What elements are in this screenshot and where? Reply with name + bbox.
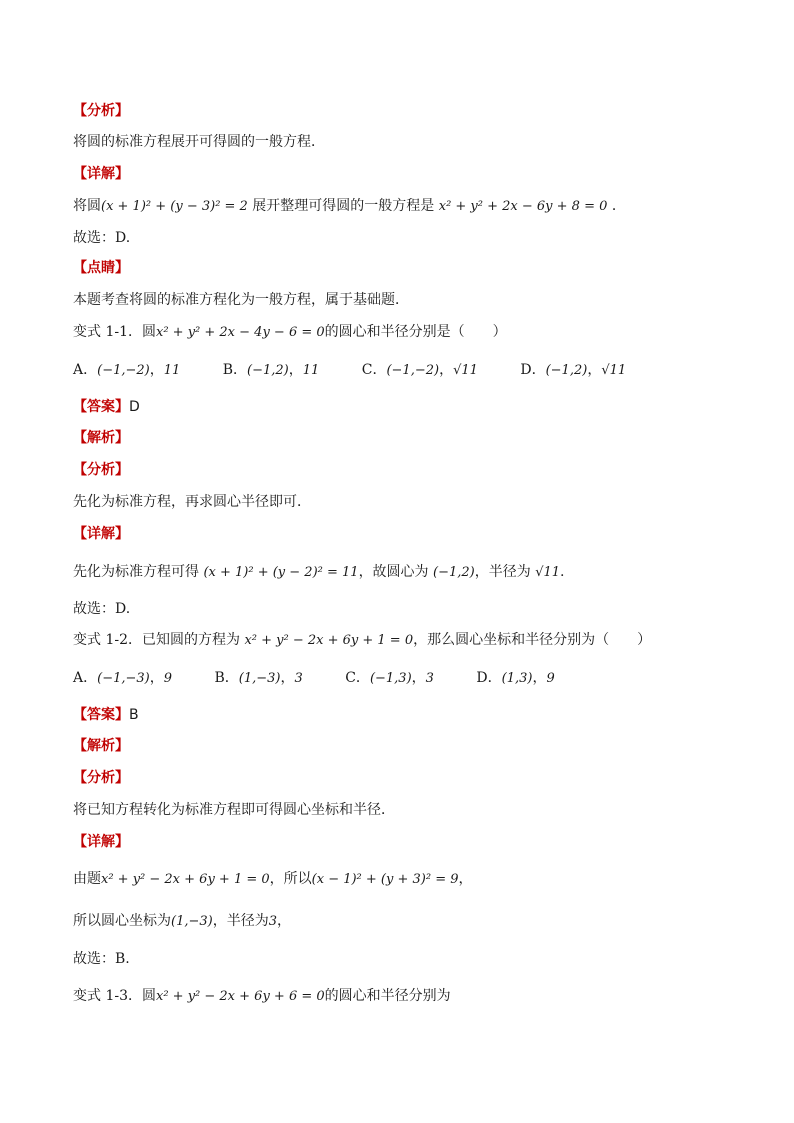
- detail-text-b: 展开整理可得圆的一般方程是: [252, 198, 435, 214]
- option-b[interactable]: B．(−1,2)，11: [222, 362, 320, 378]
- option-label: D．: [520, 362, 546, 378]
- q2-radius: 3: [268, 914, 277, 929]
- option-radius: 9: [546, 671, 555, 686]
- variant-1-2-options: [73, 668, 555, 689]
- q1-detail-text: [73, 562, 564, 583]
- option-a[interactable]: A．(−1,−2)，11: [73, 362, 181, 378]
- q2-choice: 故选：B.: [73, 951, 130, 967]
- q1-detail-b: ，故圆心为: [358, 564, 429, 580]
- option-radius: 11: [302, 363, 320, 378]
- comment-heading: 【点睛】: [73, 260, 129, 276]
- q2-detail-b: ，所以: [269, 871, 312, 887]
- q2-analysis-text: 将已知方程转化为标准方程即可得圆心坐标和半径．: [73, 802, 395, 818]
- option-center: (−1,−2): [386, 363, 440, 378]
- option-c[interactable]: C．(−1,−2)，√11: [361, 362, 478, 378]
- q2-detail-text: [73, 869, 472, 890]
- option-radius: 11: [163, 363, 181, 378]
- option-label: C．: [345, 670, 370, 686]
- variant-1-1-question: [73, 322, 507, 343]
- variant-1-1-options: [73, 360, 626, 381]
- q2-detail-line2: [73, 911, 291, 932]
- q2-detail-a: 由题: [73, 871, 101, 887]
- option-radius: 3: [425, 671, 434, 686]
- q1-detail-a: 先化为标准方程可得: [73, 564, 199, 580]
- q2-detail-c: ，: [458, 871, 473, 887]
- detail-text-c: ．: [611, 198, 626, 214]
- q2-line2-b: ，半径为: [212, 913, 269, 929]
- q1-answer: D: [129, 399, 140, 415]
- option-label: B．: [214, 670, 239, 686]
- q1-analysis-heading: 【分析】: [73, 462, 129, 478]
- q2-standard-equation: (x − 1)² + (y + 3)² = 9: [311, 872, 459, 887]
- q2-parse-heading: 【解析】: [73, 738, 129, 754]
- q1-suffix: 的圆心和半径分别是（ ）: [324, 324, 507, 340]
- q2-center: (1,−3): [171, 914, 213, 929]
- analysis-heading: 【分析】: [73, 103, 129, 119]
- q2-analysis-heading: 【分析】: [73, 770, 129, 786]
- option-label: D．: [476, 670, 502, 686]
- q1-analysis-text: 先化为标准方程，再求圆心半径即可．: [73, 494, 311, 510]
- option-radius: 9: [163, 671, 173, 686]
- q1-detail-heading: 【详解】: [73, 526, 129, 542]
- option-label: C．: [361, 362, 387, 378]
- option-radius: √11: [453, 363, 478, 378]
- q1-detail-d: .: [560, 564, 565, 580]
- q3-equation: x² + y² − 2x + 6y + 6 = 0: [156, 989, 325, 1004]
- option-center: (−1,−3): [97, 671, 150, 686]
- option-label: A．: [73, 670, 98, 686]
- q1-standard-equation: (x + 1)² + (y − 2)² = 11: [203, 565, 359, 580]
- q2-equation: x² + y² − 2x + 6y + 1 = 0: [244, 633, 414, 648]
- option-center: (−1,2): [247, 363, 289, 378]
- option-center: (1,−3): [238, 671, 281, 686]
- q1-center: (−1,2): [433, 565, 475, 580]
- standard-equation: (x + 1)² + (y − 3)² = 2: [101, 199, 248, 214]
- q1-answer-heading: 【答案】D: [73, 399, 140, 415]
- option-b[interactable]: B．(1,−3)，3: [214, 670, 303, 686]
- option-d[interactable]: D．(1,3)，9: [476, 670, 555, 686]
- q2-answer: B: [129, 707, 139, 723]
- q2-general-equation: x² + y² − 2x + 6y + 1 = 0: [101, 872, 270, 887]
- option-center: (−1,3): [369, 671, 412, 686]
- option-center: (−1,2): [545, 363, 588, 378]
- q2-line2-a: 所以圆心坐标为: [73, 913, 171, 929]
- variant-1-3-question: [73, 986, 451, 1007]
- option-center: (1,3): [501, 671, 533, 686]
- option-a[interactable]: A．(−1,−3)，9: [73, 670, 173, 686]
- detail-text-a: 将圆: [73, 198, 101, 214]
- comment-text: 本题考查将圆的标准方程化为一般方程，属于基础题．: [73, 292, 409, 308]
- option-center: (−1,−2): [97, 363, 150, 378]
- option-radius: √11: [601, 363, 627, 378]
- q1-equation: x² + y² + 2x − 4y − 6 = 0: [156, 325, 325, 340]
- q2-line2-c: ，: [277, 913, 291, 929]
- general-equation: x² + y² + 2x − 6y + 8 = 0: [438, 199, 608, 214]
- detail-heading: 【详解】: [73, 166, 129, 182]
- q1-detail-c: ，半径为: [474, 564, 531, 580]
- option-d[interactable]: D．(−1,2)，√11: [520, 362, 627, 378]
- q2-detail-heading: 【详解】: [73, 834, 129, 850]
- option-c[interactable]: C．(−1,3)，3: [345, 670, 434, 686]
- q3-suffix: 的圆心和半径分别为: [324, 988, 451, 1004]
- q1-choice: 故选：D.: [73, 601, 131, 617]
- q3-prefix: 变式 1-3．圆: [73, 988, 156, 1004]
- detail-text: [73, 196, 626, 217]
- q2-suffix: ，那么圆心坐标和半径分别为（ ）: [413, 632, 652, 648]
- variant-1-2-question: [73, 630, 651, 651]
- q1-radius: √11: [535, 565, 561, 580]
- option-label: A．: [73, 362, 98, 378]
- choice-text: 故选：D.: [73, 230, 131, 246]
- q1-prefix: 变式 1-1．圆: [73, 324, 156, 340]
- q2-prefix: 变式 1-2．已知圆的方程为: [73, 632, 240, 648]
- q2-answer-heading: 【答案】B: [73, 707, 139, 723]
- option-radius: 3: [294, 671, 303, 686]
- analysis-text: 将圆的标准方程展开可得圆的一般方程．: [73, 134, 325, 150]
- option-label: B．: [222, 362, 248, 378]
- q1-parse-heading: 【解析】: [73, 430, 129, 446]
